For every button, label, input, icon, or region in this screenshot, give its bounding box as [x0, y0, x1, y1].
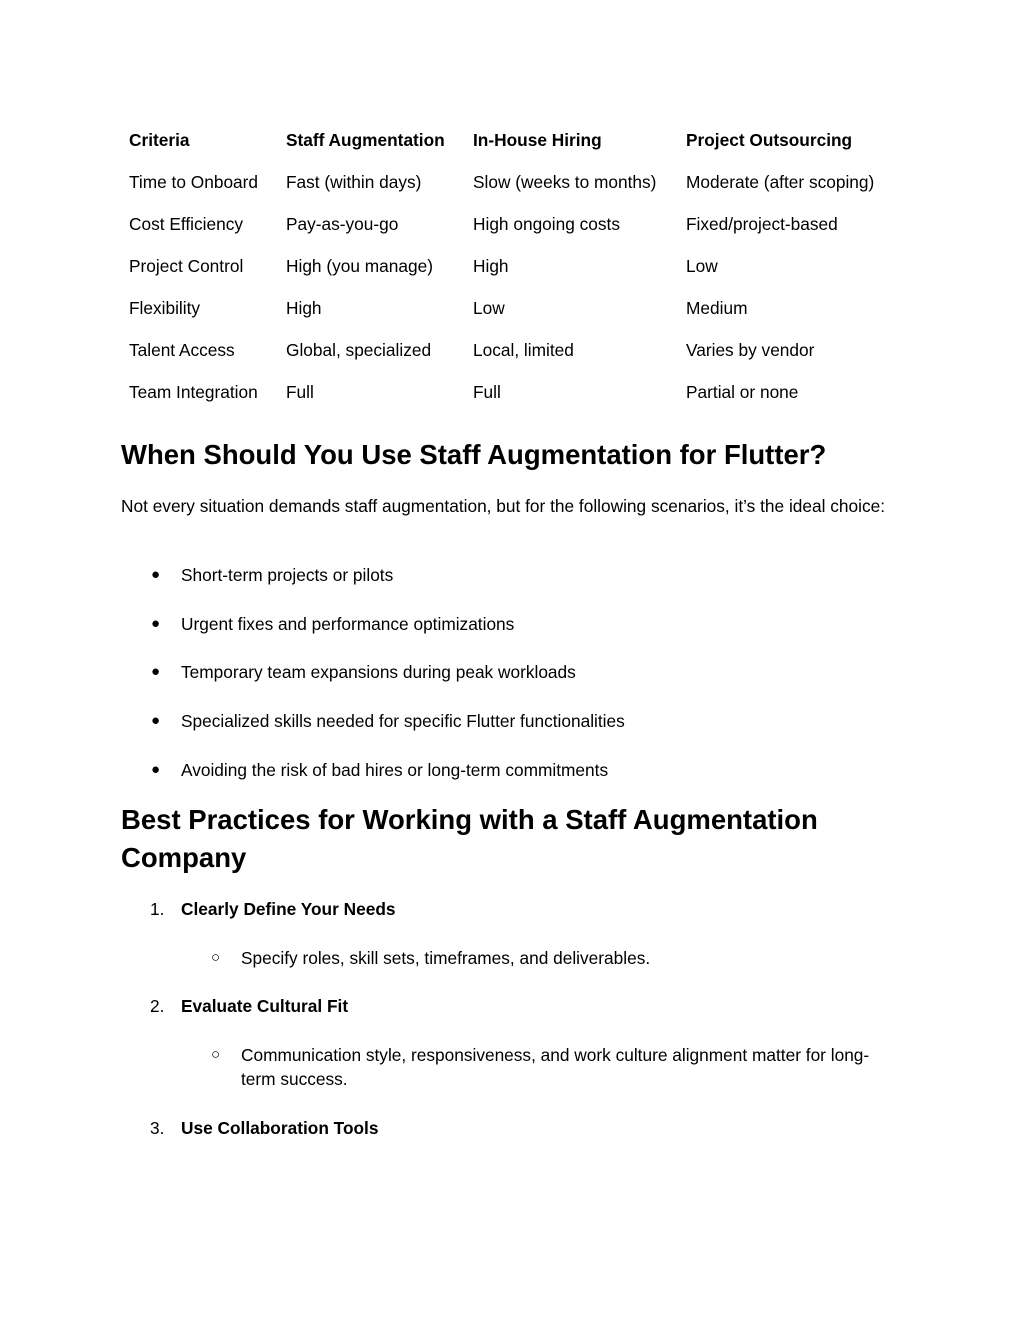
sub-list-item: [181, 1043, 881, 1091]
table-cell: Fixed/project-based: [686, 214, 838, 234]
bullet-icon: ●: [151, 614, 161, 632]
sub-item-text: Communication style, responsiveness, and work culture alignment matter for long-term success.: [241, 1045, 870, 1090]
step-number: 2.: [150, 996, 165, 1017]
bullet-icon: ●: [151, 566, 161, 583]
list-item: [121, 660, 625, 684]
table-row: [121, 246, 908, 288]
table-cell: Full: [473, 382, 501, 402]
list-item: [121, 709, 625, 733]
list-item: [121, 1116, 901, 1140]
table-cell: High: [286, 298, 322, 318]
list-item: [121, 563, 625, 587]
step-title: Use Collaboration Tools: [181, 1117, 379, 1138]
intro-paragraph: Not every situation demands staff augmentation, but for the following scenarios, it’s the ideal choice:: [121, 496, 886, 516]
table-cell: High (you manage): [286, 256, 433, 276]
section-heading-best-practices: Best Practices for Working with a Staff Augmentation Company: [121, 804, 818, 873]
table-cell: Slow (weeks to months): [473, 172, 657, 192]
list-item: [121, 994, 901, 1091]
list-item: [121, 612, 625, 636]
best-practices-list: [121, 897, 901, 1140]
table-cell: Low: [473, 298, 505, 318]
list-item-text: Temporary team expansions during peak workloads: [181, 662, 576, 683]
table-cell: Cost Efficiency: [129, 214, 243, 234]
table-cell: Flexibility: [129, 298, 201, 318]
hollow-bullet-icon: ○: [211, 948, 221, 966]
header-staff-augmentation: Staff Augmentation: [286, 130, 445, 150]
list-item-text: Specialized skills needed for specific Flutter functionalities: [181, 711, 625, 732]
table-cell: Project Control: [129, 256, 244, 276]
hollow-bullet-icon: ○: [211, 1046, 221, 1064]
table-cell: Team Integration: [129, 382, 258, 402]
table-cell: High ongoing costs: [473, 214, 620, 234]
sub-list-item: [181, 946, 881, 970]
table-cell: Pay-as-you-go: [286, 214, 399, 234]
list-item: [121, 897, 901, 970]
list-item: [121, 758, 625, 782]
table-row: [121, 288, 908, 330]
list-item-text: Avoiding the risk of bad hires or long-term commitments: [181, 759, 609, 780]
bullet-icon: ●: [151, 712, 161, 730]
header-project-outsourcing: Project Outsourcing: [686, 130, 853, 150]
table-cell: Full: [286, 382, 314, 402]
header-criteria: Criteria: [129, 130, 190, 150]
table-cell: Talent Access: [129, 340, 235, 360]
table-cell: Partial or none: [686, 382, 799, 402]
table-row: [121, 330, 908, 372]
table-header-row: [121, 120, 908, 162]
table-row: [121, 162, 908, 204]
table-cell: Global, specialized: [286, 340, 432, 360]
list-item-text: Urgent fixes and performance optimizations: [181, 613, 515, 634]
scenario-list: [121, 563, 625, 806]
table-cell: Time to Onboard: [129, 172, 259, 192]
step-title: Evaluate Cultural Fit: [181, 996, 349, 1017]
table-cell: Medium: [686, 298, 748, 318]
table-row: [121, 372, 908, 414]
table-cell: Low: [686, 256, 718, 276]
header-in-house-hiring: In-House Hiring: [473, 130, 602, 150]
step-number: 3.: [150, 1117, 165, 1138]
table-cell: High: [473, 256, 509, 276]
sub-item-text: Specify roles, skill sets, timeframes, and deliverables.: [241, 947, 651, 968]
step-title: Clearly Define Your Needs: [181, 899, 396, 919]
table-cell: Fast (within days): [286, 172, 422, 192]
bullet-icon: ●: [151, 663, 161, 681]
list-item-text: Short-term projects or pilots: [181, 565, 394, 585]
bullet-icon: ●: [151, 760, 161, 778]
table-cell: Varies by vendor: [686, 340, 815, 360]
comparison-table: [121, 120, 908, 414]
section-heading-when: When Should You Use Staff Augmentation for Flutter?: [121, 439, 827, 470]
table-row: [121, 204, 908, 246]
table-cell: Moderate (after scoping): [686, 172, 875, 192]
step-number: 1.: [150, 899, 165, 919]
table-cell: Local, limited: [473, 340, 574, 360]
